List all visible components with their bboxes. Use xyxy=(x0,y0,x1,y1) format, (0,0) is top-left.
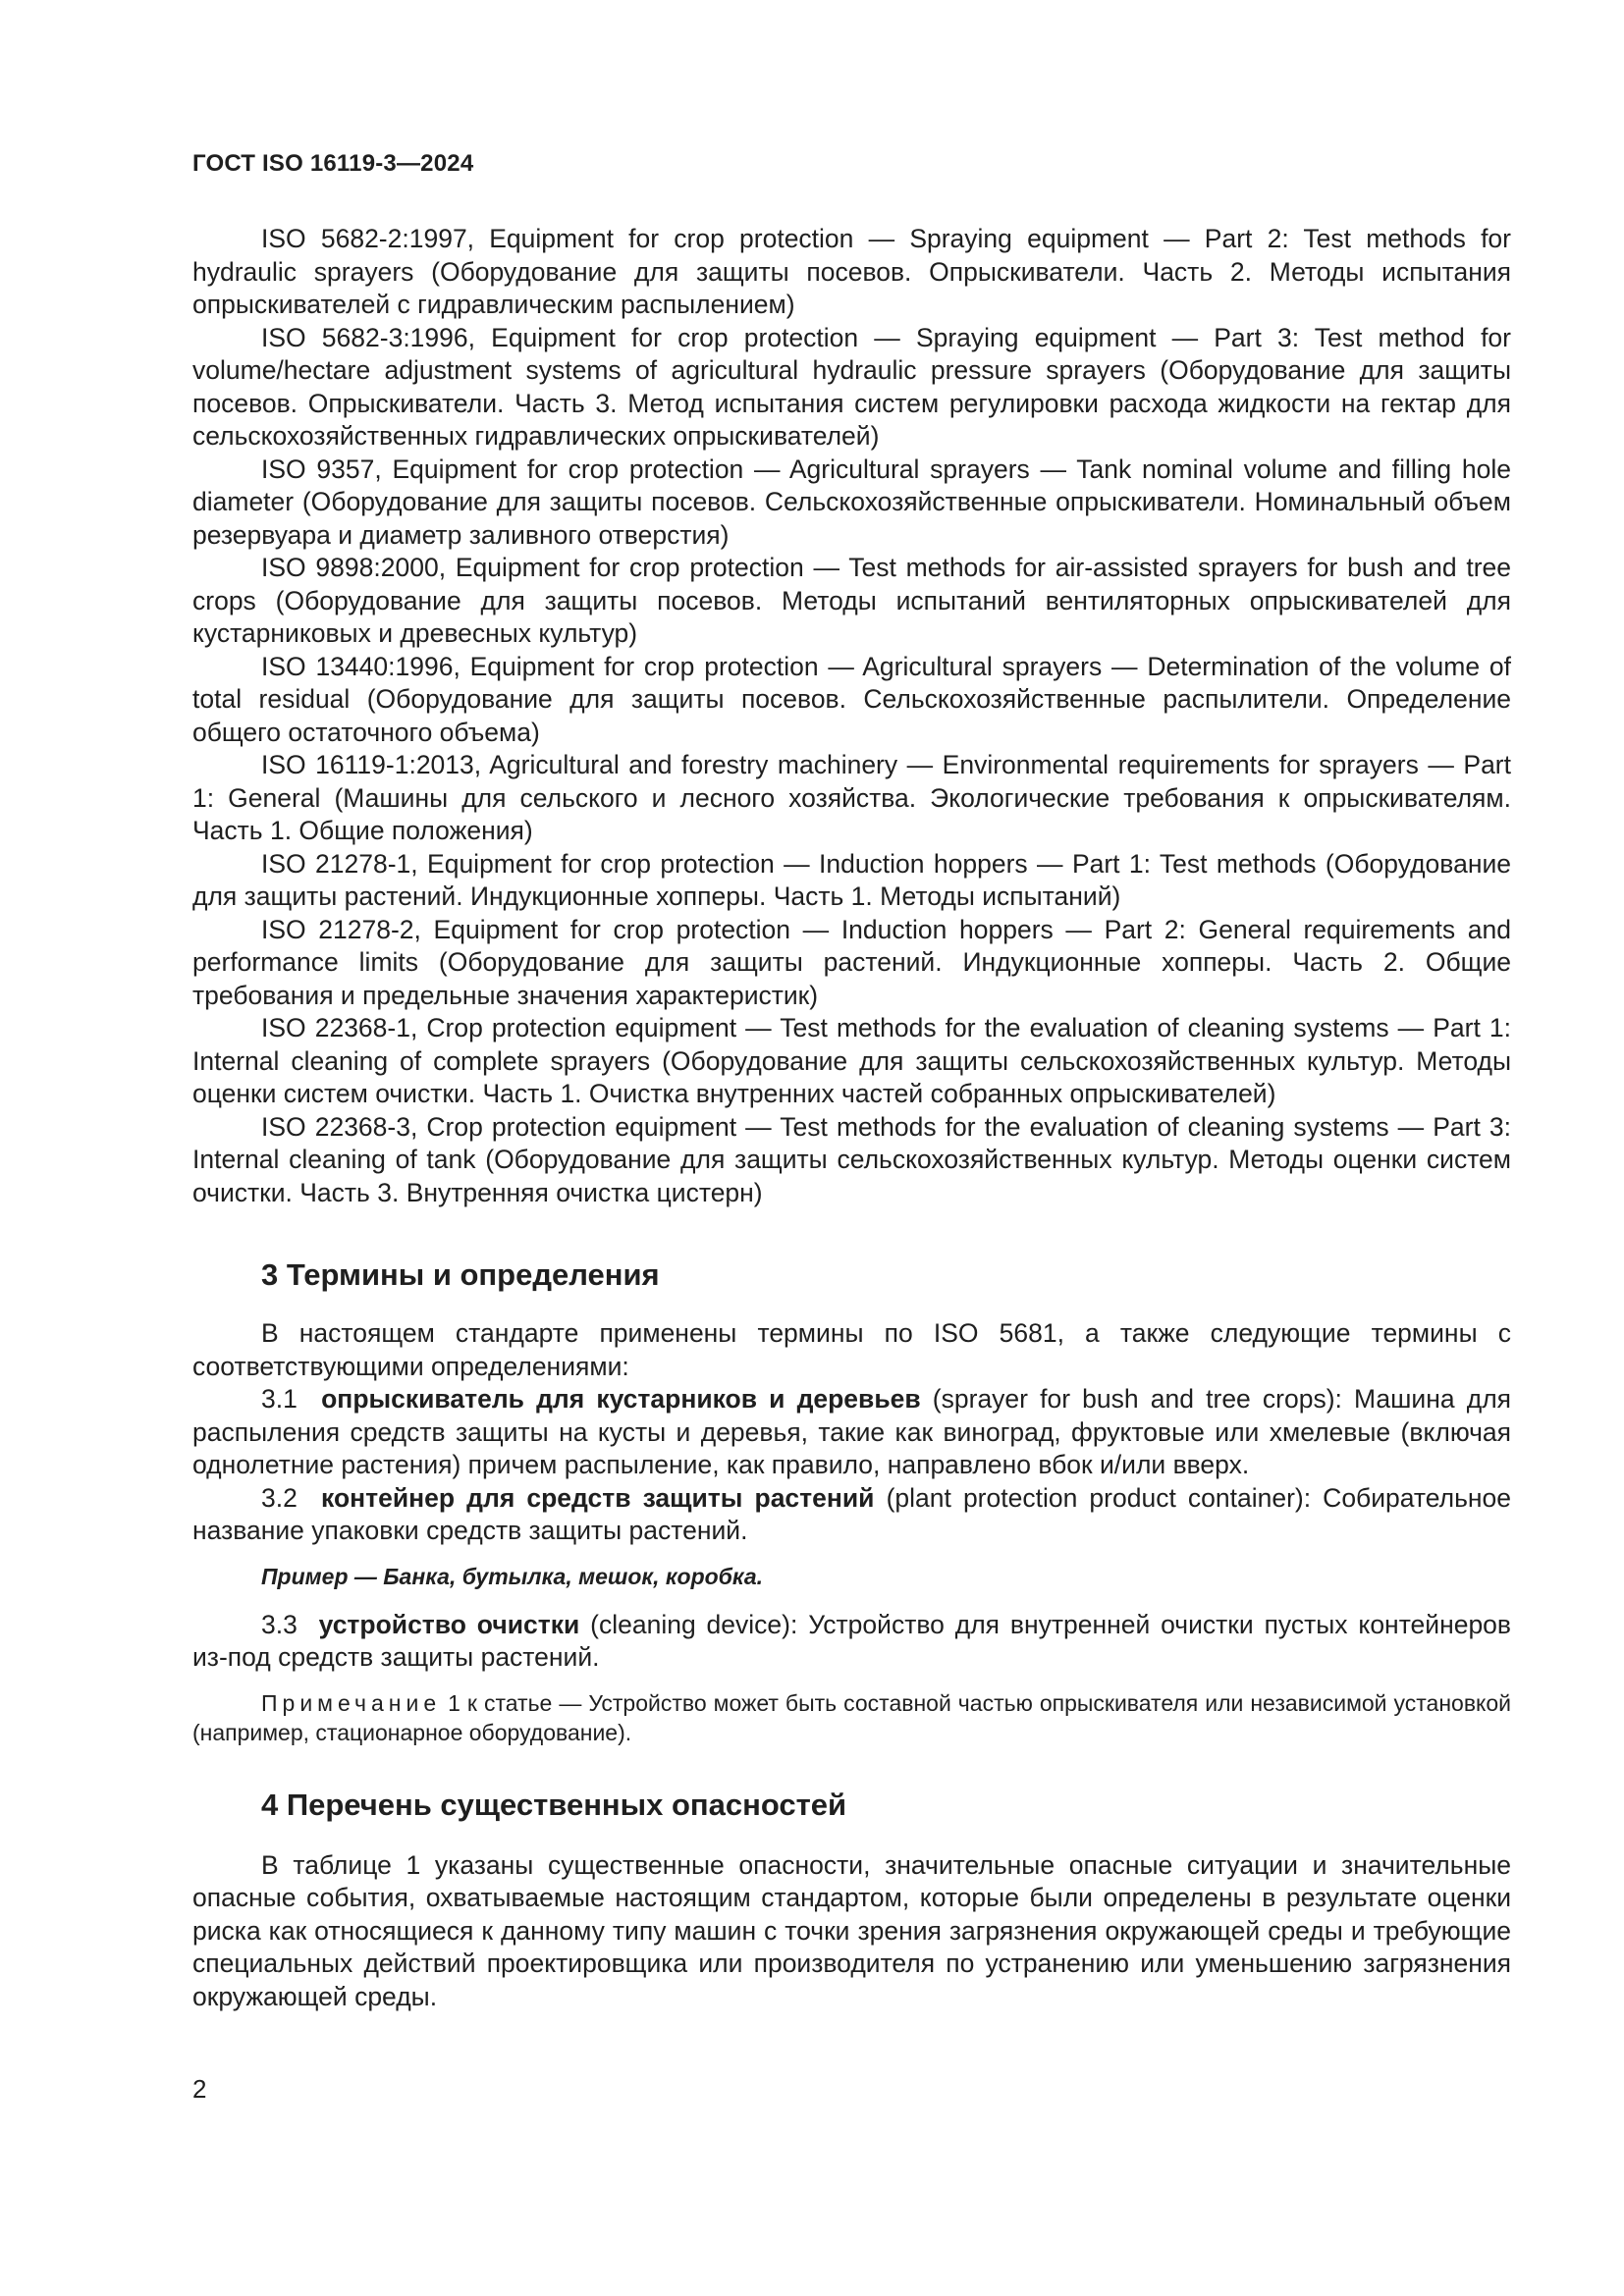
reference-iso-21278-1: ISO 21278-1, Equipment for crop protection — Induction hoppers — Part 1: Test methods (Оборудование для защиты растений. Индукционные хопперы. Часть 1. Методы испытаний) xyxy=(192,848,1511,911)
term-definition: (plant protection product container): Собирательное название упаковки средств защиты растений. xyxy=(192,1482,1512,1545)
term-number: 3.1 xyxy=(261,1384,298,1414)
term-note xyxy=(192,1688,1511,1747)
reference-iso-5682-3: ISO 5682-3:1996, Equipment for crop protection — Spraying equipment — Part 3: Test method for volume/hectare adjustment systems of agricultural hydraulic pressure sprayers (Оборудование для защиты посевов. Опрыскиватели. Часть 3. Метод испытания систем регулировки расхода жидкости на гектар для сельскохозяйственных гидравлических опрыскивателей) xyxy=(192,322,1511,451)
term-number: 3.3 xyxy=(261,1609,298,1639)
term-name: опрыскиватель для кустарников и деревьев xyxy=(321,1384,921,1414)
note-label: Примечание xyxy=(261,1689,442,1716)
section-4-paragraph: В таблице 1 указаны существенные опасности, значительные опасные ситуации и значительные опасные события, охватываемые настоящим стандартом, которые были определены в результате оценки риска как относящиеся к данному типу машин с точки зрения загрязнения окружающей среды и требующие специальных действий проектировщика или производителя по устранению или уменьшению загрязнения окружающей среды. xyxy=(192,1849,1511,2011)
term-name: контейнер для средств защиты растений xyxy=(321,1482,875,1513)
document-header: ГОСТ ISO 16119-3—2024 xyxy=(192,150,474,177)
reference-iso-13440: ISO 13440:1996, Equipment for crop protection — Agricultural sprayers — Determination of the volume of total residual (Оборудование для защиты посевов. Сельскохозяйственные распылители. Определение общего остаточного объема) xyxy=(192,651,1511,747)
reference-iso-9898: ISO 9898:2000, Equipment for crop protection — Test methods for air-assisted sprayers for bush and tree crops (Оборудование для защиты посевов. Методы испытаний вентиляторных опрыскивателей для кустарниковых и древесных культур) xyxy=(192,553,1511,648)
term-3-2 xyxy=(192,1482,1511,1548)
reference-iso-22368-1: ISO 22368-1, Crop protection equipment — Test methods for the evaluation of cleaning systems — Part 1: Internal cleaning of complete sprayers (Оборудование для защиты сельскохозяйственных культур. Методы оценки систем очистки. Часть 1. Очистка внутренних частей собранных опрыскивателей) xyxy=(192,1013,1511,1108)
term-name: устройство очистки xyxy=(318,1609,580,1639)
term-example: Пример — Банка, бутылка, мешок, коробка. xyxy=(261,1563,764,1589)
term-number: 3.2 xyxy=(261,1482,298,1513)
page-content xyxy=(192,223,1511,2013)
section-3-intro: В настоящем стандарте применены термины по ISO 5681, а также следующие термины с соответствующими определениями: xyxy=(192,1318,1511,1381)
reference-iso-22368-3: ISO 22368-3, Crop protection equipment — Test methods for the evaluation of cleaning systems — Part 3: Internal cleaning of tank (Оборудование для защиты сельскохозяйственных культур. Методы оценки систем очистки. Часть 3. Внутренняя очистка цистерн) xyxy=(192,1111,1511,1207)
term-definition: (sprayer for bush and tree crops): Машина для распыления средств защиты на кусты и деревья, такие как виноград, фруктовые или хмелевые (включая однолетние растения) причем распыление, как правило, направлено вбок и/или вверх. xyxy=(192,1384,1512,1479)
term-3-1 xyxy=(192,1383,1511,1482)
section-4-title: 4 Перечень существенных опасностей xyxy=(261,1787,847,1822)
reference-iso-16119-1: ISO 16119-1:2013, Agricultural and forestry machinery — Environmental requirements for sprayers — Part 1: General (Машины для сельского и лесного хозяйства. Экологические требования к опрыскивателям. Часть 1. Общие положения) xyxy=(192,750,1511,845)
reference-iso-9357: ISO 9357, Equipment for crop protection — Agricultural sprayers — Tank nominal volume and filling hole diameter (Оборудование для защиты посевов. Сельскохозяйственные опрыскиватели. Номинальный объем резервуара и диаметр заливного отверстия) xyxy=(192,454,1511,550)
note-text: 1 к статье — Устройство может быть составной частью опрыскивателя или независимой установкой (например, стационарное оборудование). xyxy=(192,1689,1511,1745)
page-number: 2 xyxy=(192,2074,207,2104)
term-3-3 xyxy=(192,1609,1511,1675)
term-definition: (cleaning device): Устройство для внутренней очистки пустых контейнеров из-под средств защиты растений. xyxy=(192,1609,1511,1672)
reference-iso-5682-2: ISO 5682-2:1997, Equipment for crop protection — Spraying equipment — Part 2: Test methods for hydraulic sprayers (Оборудование для защиты посевов. Опрыскиватели. Часть 2. Методы испытания опрыскивателей с гидравлическим распылением) xyxy=(192,224,1511,319)
reference-iso-21278-2: ISO 21278-2, Equipment for crop protection — Induction hoppers — Part 2: General requirements and performance limits (Оборудование для защиты растений. Индукционные хопперы. Часть 2. Общие требования и предельные значения характеристик) xyxy=(192,914,1511,1010)
section-3-title: 3 Термины и определения xyxy=(261,1257,660,1292)
